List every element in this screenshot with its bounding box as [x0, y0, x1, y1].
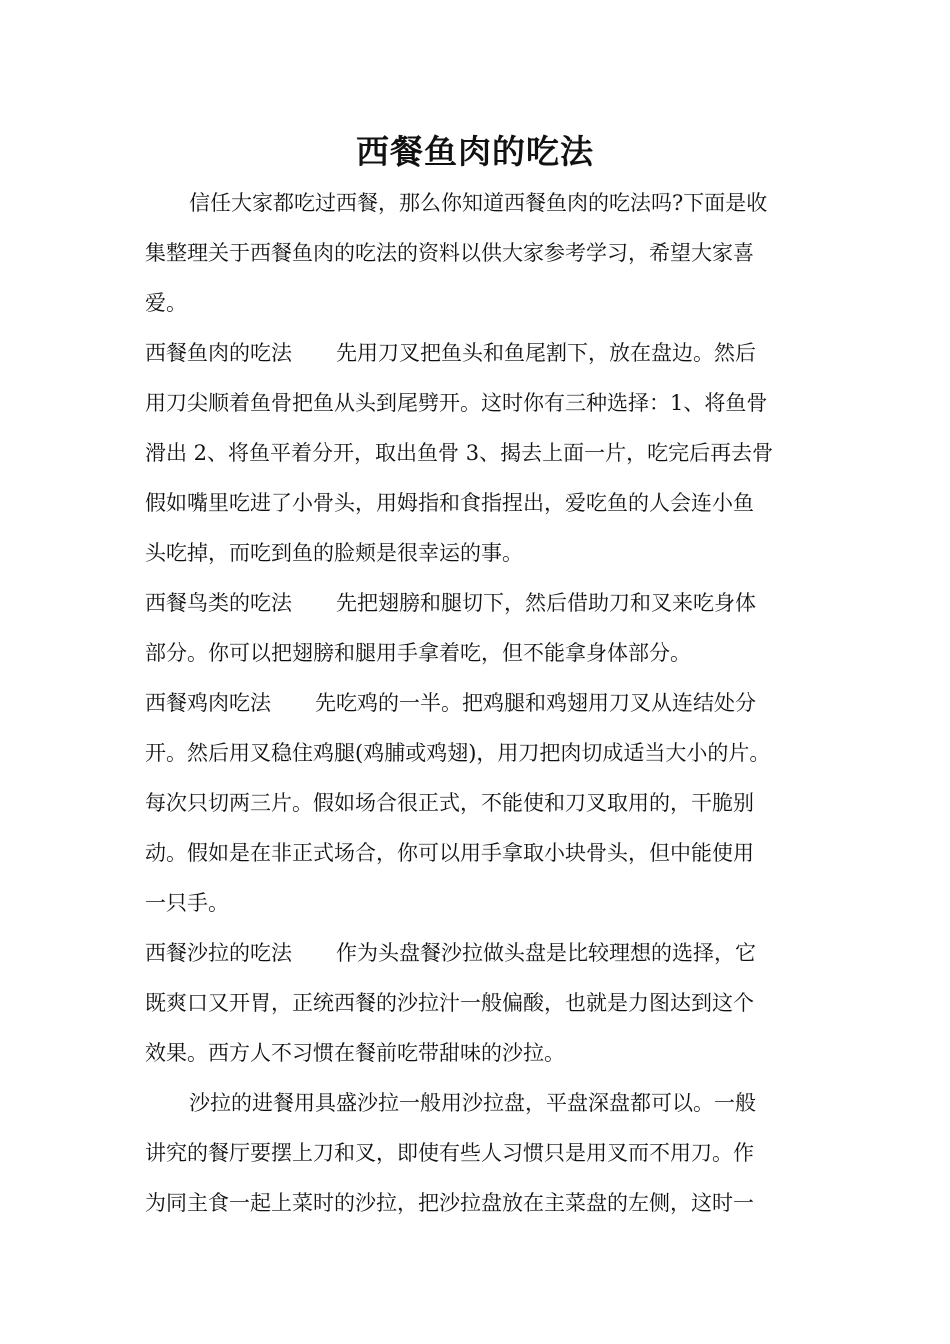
- line-text: 沙拉的进餐用具盛沙拉一般用沙拉盘，平盘深盘都可以。一般: [189, 1091, 756, 1115]
- text-line: [145, 428, 825, 478]
- line-text: 动。假如是在非正式场合，你可以用手拿取小块骨头，但中能使用: [145, 841, 754, 865]
- text-line: [145, 528, 825, 578]
- line-text: 用刀尖顺着鱼骨把鱼从头到尾劈开。这时你有三种选择：1、将鱼骨: [145, 391, 768, 415]
- text-line: [145, 1078, 825, 1128]
- line-text: 信任大家都吃过西餐，那么你知道西餐鱼肉的吃法吗?下面是收: [189, 191, 768, 215]
- line-text: 开。然后用叉稳住鸡腿(鸡脯或鸡翅)，用刀把肉切成适当大小的片。: [145, 741, 771, 765]
- line-text: 为同主食一起上菜时的沙拉，把沙拉盘放在主菜盘的左侧，这时一: [145, 1191, 754, 1215]
- section-heading: 西餐鸡肉吃法: [145, 691, 271, 715]
- line-text: 一只手。: [145, 891, 229, 915]
- line-text: 先用刀叉把鱼头和鱼尾割下，放在盘边。然后: [336, 341, 756, 365]
- text-line: [145, 228, 825, 278]
- text-line: [145, 678, 825, 728]
- line-text: 既爽口又开胃，正统西餐的沙拉汁一般偏酸，也就是力图达到这个: [145, 991, 754, 1015]
- text-line: [145, 578, 825, 628]
- body-text: [145, 178, 825, 1228]
- text-line: [145, 878, 825, 928]
- text-line: [145, 728, 825, 778]
- section-heading: 西餐沙拉的吃法: [145, 941, 292, 965]
- section-heading: 西餐鸟类的吃法: [145, 591, 292, 615]
- line-text: 爱。: [145, 291, 187, 315]
- line-text: 部分。你可以把翅膀和腿用手拿着吃，但不能拿身体部分。: [145, 641, 691, 665]
- line-text: 效果。西方人不习惯在餐前吃带甜味的沙拉。: [145, 1041, 565, 1065]
- text-line: [145, 978, 825, 1028]
- section-heading: 西餐鱼肉的吃法: [145, 341, 292, 365]
- line-text: 集整理关于西餐鱼肉的吃法的资料以供大家参考学习，希望大家喜: [145, 241, 754, 265]
- line-text: 讲究的餐厅要摆上刀和叉，即使有些人习惯只是用叉而不用刀。作: [145, 1141, 754, 1165]
- text-line: [145, 478, 825, 528]
- text-line: [145, 828, 825, 878]
- text-line: [145, 1178, 825, 1228]
- line-text: 假如嘴里吃进了小骨头，用姆指和食指捏出，爱吃鱼的人会连小鱼: [145, 491, 754, 515]
- text-line: [145, 628, 825, 678]
- line-text: 头吃掉，而吃到鱼的脸颊是很幸运的事。: [145, 541, 523, 565]
- text-line: [145, 1128, 825, 1178]
- line-text: 作为头盘餐沙拉做头盘是比较理想的选择，它: [336, 941, 756, 965]
- text-line: [145, 328, 825, 378]
- line-text: 先把翅膀和腿切下，然后借助刀和叉来吃身体: [336, 591, 756, 615]
- text-line: [145, 178, 825, 228]
- page-title: 西餐鱼肉的吃法: [356, 132, 594, 171]
- line-text: 每次只切两三片。假如场合很正式，不能使和刀叉取用的，干脆别: [145, 791, 754, 815]
- text-line: [145, 378, 825, 428]
- text-line: [145, 1028, 825, 1078]
- line-text: 先吃鸡的一半。把鸡腿和鸡翅用刀叉从连结处分: [315, 691, 756, 715]
- text-line: [145, 778, 825, 828]
- text-line: [145, 278, 825, 328]
- line-text: 滑出 2、将鱼平着分开，取出鱼骨 3、揭去上面一片，吃完后再去骨: [145, 441, 774, 465]
- text-line: [145, 928, 825, 978]
